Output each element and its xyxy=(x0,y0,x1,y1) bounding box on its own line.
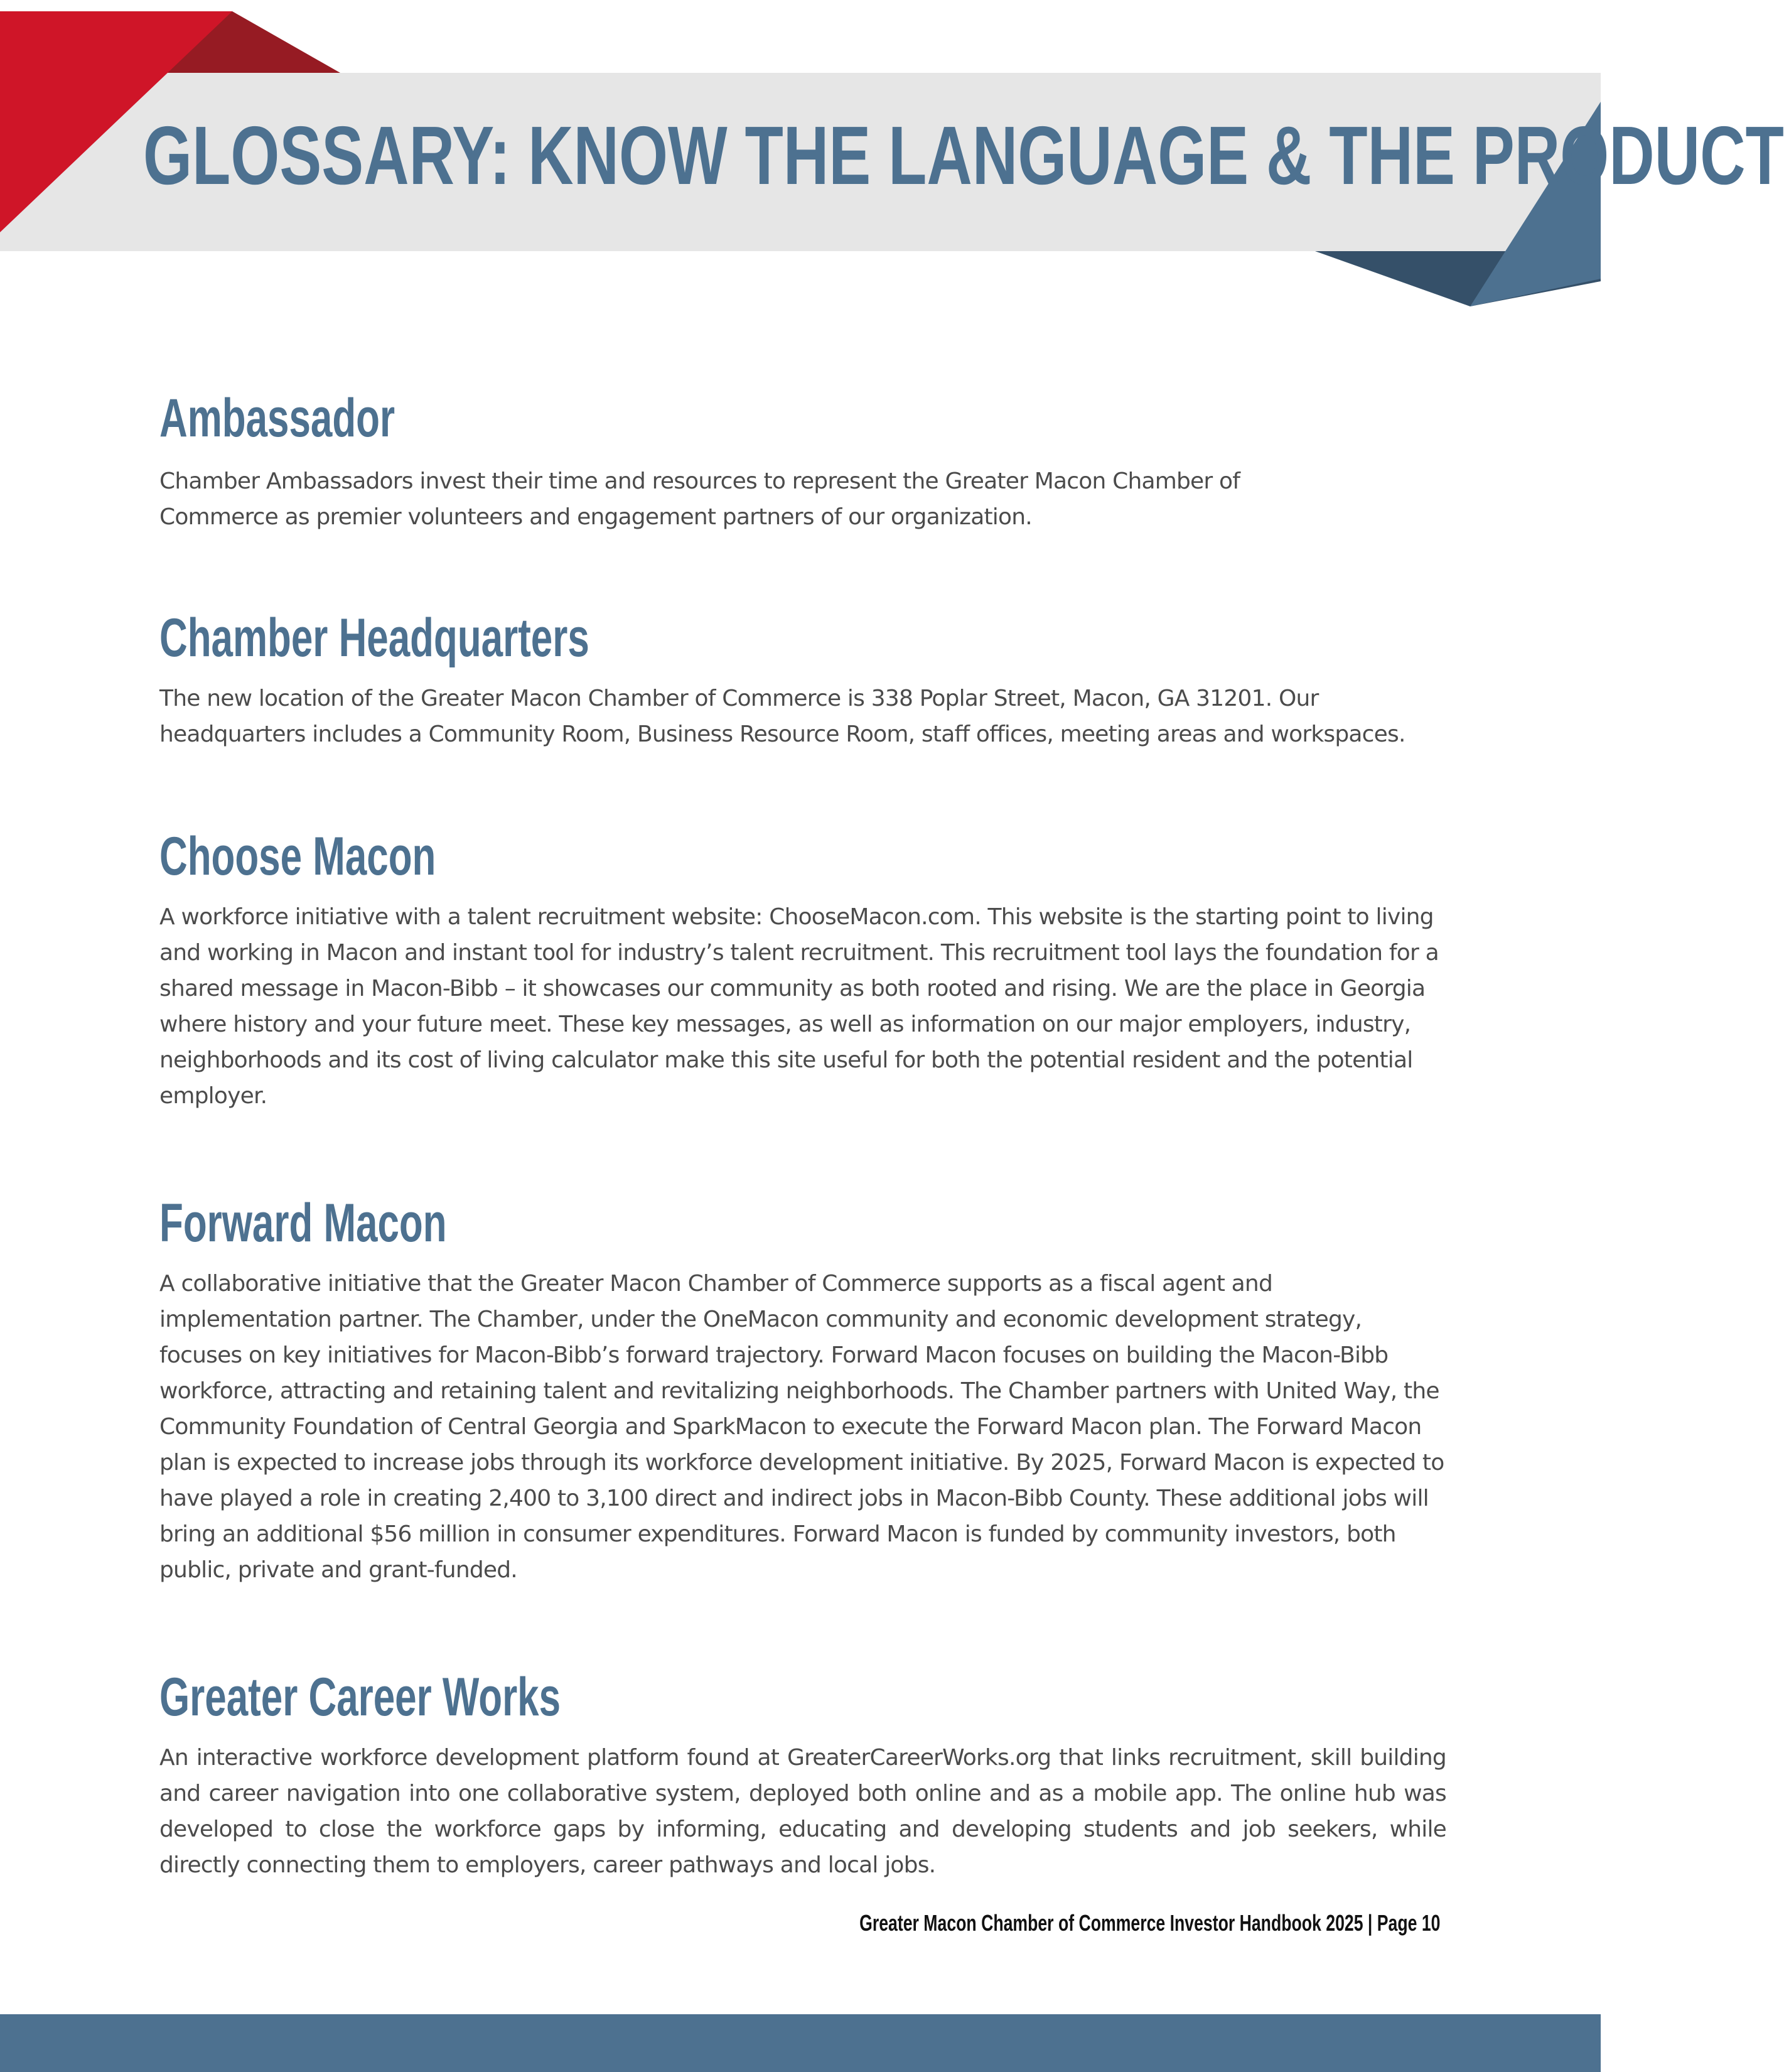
glossary-entry-ambassador xyxy=(159,379,1446,535)
page-footer xyxy=(859,1910,1440,1936)
page-title: GLOSSARY: KNOW THE LANGUAGE & THE PRODUCT xyxy=(143,109,1784,202)
glossary-definition: Chamber Ambassadors invest their time and resources to represent the Greater Macon Chamber of Commerce as premier volunteers and engagement partners of our organization. xyxy=(159,468,1240,530)
glossary-entry-greater-career-works xyxy=(159,1658,1446,1883)
bottom-band xyxy=(0,2014,1601,2072)
glossary-entry-choose-macon xyxy=(159,817,1446,1114)
footer-handbook-title: Greater Macon Chamber of Commerce Investor Handbook 2025 xyxy=(859,1910,1363,1936)
glossary-term: Choose Macon xyxy=(159,826,436,887)
glossary-entry-forward-macon xyxy=(159,1184,1446,1588)
glossary-definition: A workforce initiative with a talent recruitment website: ChooseMacon.com. This website is the starting point to living and working in Macon and instant tool for industry’s talent recruitment. This recruitment tool lays the foundation for a shared message in Macon-Bibb – it showcases our community as both rooted and rising. We are the place in Georgia where history and your future meet. These key messages, as well as information on our major employers, industry, neighborhoods and its cost of living calculator make this site useful for both the potential resident and the potential employer. xyxy=(159,904,1439,1109)
glossary-entry-chamber-headquarters xyxy=(159,599,1446,752)
glossary-list xyxy=(159,379,1446,1883)
glossary-term: Chamber Headquarters xyxy=(159,608,589,668)
glossary-term: Greater Career Works xyxy=(159,1667,561,1727)
glossary-term: Forward Macon xyxy=(159,1193,447,1253)
footer-separator: | xyxy=(1367,1910,1372,1936)
glossary-term: Ambassador xyxy=(159,388,395,448)
glossary-definition: A collaborative initiative that the Greater Macon Chamber of Commerce supports as a fiscal agent and implementation partner. The Chamber, under the OneMacon community and economic development strategy, focuses on key initiatives for Macon-Bibb’s forward trajectory. Forward Macon focuses on building the Macon-Bibb workforce, attracting and retaining talent and revitalizing neighborhoods. The Chamber partners with United Way, the Community Foundation of Central Georgia and SparkMacon to execute the Forward Macon plan. The Forward Macon plan is expected to increase jobs through its workforce development initiative. By 2025, Forward Macon is expected to have played a role in creating 2,400 to 3,100 direct and indirect jobs in Macon-Bibb County. These additional jobs will bring an additional $56 million in consumer expenditures. Forward Macon is funded by community investors, both public, private and grant-funded. xyxy=(159,1271,1444,1583)
glossary-definition: An interactive workforce development platform found at GreaterCareerWorks.org that links recruitment, skill building and career navigation into one collaborative system, deployed both online and as a mobile app. The online hub was developed to close the workforce gaps by informing, educating and developing students and job seekers, while directly connecting them to employers, career pathways and local jobs. xyxy=(159,1745,1446,1878)
footer-page-number: Page 10 xyxy=(1377,1910,1440,1936)
glossary-definition: The new location of the Greater Macon Chamber of Commerce is 338 Poplar Street, Macon, GA 31201. Our headquarters includes a Community Room, Business Resource Room, staff offices, meeting areas and workspaces. xyxy=(159,686,1405,747)
